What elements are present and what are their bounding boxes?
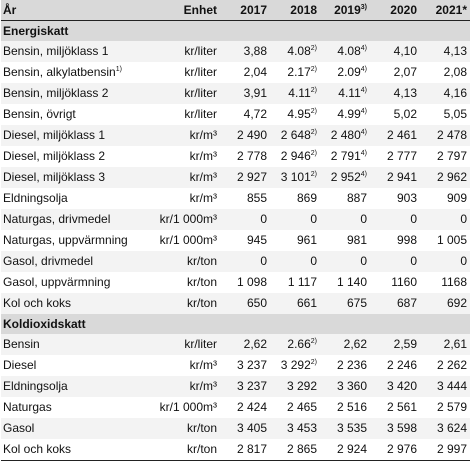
cell-value: 0 xyxy=(321,251,371,272)
row-unit: kr/1 000m³ xyxy=(159,233,217,247)
table-row xyxy=(1,397,470,418)
row-unit: kr/liter xyxy=(184,107,217,121)
cell-value: 3 453 xyxy=(271,418,321,439)
row-label: Naturgas xyxy=(3,400,52,414)
section-header xyxy=(1,21,470,42)
cell-value: 2 236 xyxy=(336,358,367,372)
cell-value: 2 262 xyxy=(436,358,467,372)
cell-value: 2 478 xyxy=(421,125,470,146)
cell-value: 3 624 xyxy=(421,418,470,439)
cell-value: 2 962 xyxy=(421,167,470,188)
row-label: Bensin, miljöklass 1 xyxy=(1,41,153,62)
cell-value: 692 xyxy=(421,293,470,314)
cell-value: 2,62 xyxy=(321,334,371,355)
cell-value: 0 xyxy=(221,209,271,230)
cell-value: 2,62 xyxy=(221,334,271,355)
table-row xyxy=(1,41,470,62)
section-header xyxy=(1,314,470,334)
cell-value: 3 444 xyxy=(421,376,470,397)
row-label: Bensin, övrigt xyxy=(3,107,76,121)
cell-value: 2,07 xyxy=(393,65,417,79)
table-row xyxy=(1,146,470,167)
cell-value: 0 xyxy=(371,209,421,230)
header-year-2019: 2019$^{3)}$ xyxy=(334,3,367,17)
row-unit: kr/m³ xyxy=(153,376,221,397)
cell-value: 2 817 xyxy=(221,439,271,461)
table-row xyxy=(1,83,470,104)
cell-value: 2.17$^{2)}$ xyxy=(287,65,317,79)
section-title: Energiskatt xyxy=(1,21,470,42)
cell-value: 2,59 xyxy=(371,334,421,355)
cell-value: 869 xyxy=(296,191,317,205)
row-label: Naturgas, uppvärmning xyxy=(3,233,128,247)
table-row xyxy=(1,293,470,314)
row-label: Diesel xyxy=(3,358,37,372)
table-row xyxy=(1,104,470,125)
table-row xyxy=(1,251,470,272)
cell-value: 2 791$^{4)}$ xyxy=(330,149,367,163)
cell-value: 2.66$^{2)}$ xyxy=(271,334,321,355)
section-title: Koldioxidskatt xyxy=(1,314,470,334)
cell-value: 4,16 xyxy=(421,83,470,104)
row-label: Eldningsolja xyxy=(3,191,68,205)
table-row xyxy=(1,209,470,230)
header-row xyxy=(1,0,470,21)
table-row xyxy=(1,62,470,83)
row-unit: kr/ton xyxy=(153,251,221,272)
cell-value: 0 xyxy=(371,251,421,272)
cell-value: 3 237 xyxy=(221,376,271,397)
row-unit: kr/m³ xyxy=(189,149,217,163)
cell-value: 2 648$^{2)}$ xyxy=(271,125,321,146)
cell-value: 855 xyxy=(246,191,267,205)
cell-value: 2 946$^{2)}$ xyxy=(280,149,317,163)
row-unit: kr/liter xyxy=(153,41,221,62)
table-body xyxy=(1,21,470,461)
row-label: Diesel, miljöklass 1 xyxy=(1,125,153,146)
cell-value: 687 xyxy=(371,293,421,314)
row-label: Kol och koks xyxy=(1,439,153,461)
cell-value: 5,02 xyxy=(393,107,417,121)
row-label: Kol och koks xyxy=(1,293,153,314)
cell-value: 3 292 xyxy=(271,376,321,397)
header-year-2017: 2017 xyxy=(240,3,267,17)
table-row xyxy=(1,230,470,251)
cell-value: 4.08$^{2)}$ xyxy=(271,41,321,62)
cell-value: 2 952$^{4)}$ xyxy=(321,167,371,188)
cell-value: 2.09$^{4)}$ xyxy=(337,65,367,79)
cell-value: 4,10 xyxy=(371,41,421,62)
cell-value: 3 535 xyxy=(321,418,371,439)
cell-value: 0 xyxy=(221,251,271,272)
cell-value: 4.11$^{2)}$ xyxy=(271,83,321,104)
row-unit: kr/m³ xyxy=(189,358,217,372)
cell-value: 945 xyxy=(246,233,267,247)
table-row xyxy=(1,272,470,293)
table-row xyxy=(1,418,470,439)
cell-value: 0 xyxy=(421,209,470,230)
header-year-2021: 2021* xyxy=(435,3,467,17)
cell-value: 1168 xyxy=(441,275,467,289)
cell-value: 3 292$^{2)}$ xyxy=(280,358,317,372)
cell-value: 2 976 xyxy=(371,439,421,461)
row-unit: kr/m³ xyxy=(153,125,221,146)
row-label: Diesel, miljöklass 3 xyxy=(1,167,153,188)
row-unit: kr/m³ xyxy=(153,167,221,188)
row-label: Bensin, miljöklass 2 xyxy=(1,83,153,104)
cell-value: 675 xyxy=(321,293,371,314)
cell-value: 650 xyxy=(221,293,271,314)
table-row xyxy=(1,355,470,376)
cell-value: 3 237 xyxy=(236,358,267,372)
cell-value: 2 490 xyxy=(221,125,271,146)
cell-value: 3,91 xyxy=(221,83,271,104)
cell-value: 0 xyxy=(271,209,321,230)
row-unit: kr/ton xyxy=(153,293,221,314)
cell-value: 2,61 xyxy=(421,334,470,355)
cell-value: 1 098 xyxy=(236,275,267,289)
cell-value: 2 941 xyxy=(371,167,421,188)
cell-value: 2 865 xyxy=(271,439,321,461)
table-row xyxy=(1,188,470,209)
cell-value: 4,72 xyxy=(243,107,267,121)
table-row xyxy=(1,167,470,188)
cell-value: 4.95$^{2)}$ xyxy=(287,107,317,121)
cell-value: 3 101$^{2)}$ xyxy=(271,167,321,188)
cell-value: 4,13 xyxy=(371,83,421,104)
cell-value: 909 xyxy=(446,191,467,205)
tax-rates-table xyxy=(1,0,470,461)
header-unit-label: Enhet xyxy=(183,3,217,17)
cell-value: 1 117 xyxy=(287,275,317,289)
row-label: Naturgas, drivmedel xyxy=(1,209,153,230)
row-unit: kr/liter xyxy=(153,334,221,355)
header-year-label: År xyxy=(3,3,17,17)
cell-value: 887 xyxy=(346,191,367,205)
cell-value: 2 480$^{4)}$ xyxy=(321,125,371,146)
table-row xyxy=(1,125,470,146)
cell-value: 661 xyxy=(271,293,321,314)
header-year-2018: 2018 xyxy=(290,3,317,17)
cell-value: 2 561 xyxy=(386,400,417,414)
cell-value: 1 005 xyxy=(436,233,467,247)
cell-value: 903 xyxy=(396,191,417,205)
row-unit: kr/ton xyxy=(153,439,221,461)
cell-value: 0 xyxy=(321,209,371,230)
cell-value: 2 777 xyxy=(386,149,417,163)
header-year-2020: 2020 xyxy=(390,3,417,17)
row-unit: kr/1 000m³ xyxy=(159,400,217,414)
cell-value: 4.11$^{4)}$ xyxy=(321,83,371,104)
row-unit: kr/ton xyxy=(153,418,221,439)
row-unit: kr/m³ xyxy=(189,191,217,205)
row-unit: kr/ton xyxy=(186,275,217,289)
cell-value: 2 579 xyxy=(436,400,467,414)
cell-value: 2 797 xyxy=(436,149,467,163)
cell-value: 4.08$^{4)}$ xyxy=(321,41,371,62)
table-row xyxy=(1,376,470,397)
cell-value: 2 465 xyxy=(286,400,317,414)
cell-value: 3 405 xyxy=(221,418,271,439)
row-label: Gasol xyxy=(1,418,153,439)
row-unit: kr/1 000m³ xyxy=(153,209,221,230)
cell-value: 5,05 xyxy=(443,107,467,121)
cell-value: 3 598 xyxy=(371,418,421,439)
table-row xyxy=(1,334,470,355)
cell-value: 4.99$^{4)}$ xyxy=(337,107,367,121)
cell-value: 3,88 xyxy=(221,41,271,62)
row-label: Gasol, uppvärmning xyxy=(3,275,111,289)
cell-value: 3 420 xyxy=(371,376,421,397)
cell-value: 2,04 xyxy=(243,65,267,79)
cell-value: 1 140 xyxy=(336,275,367,289)
cell-value: 961 xyxy=(296,233,317,247)
row-label: Eldningsolja xyxy=(1,376,153,397)
cell-value: 2,08 xyxy=(443,65,467,79)
cell-value: 2 246 xyxy=(386,358,417,372)
cell-value: 2 424 xyxy=(236,400,267,414)
cell-value: 2 997 xyxy=(421,439,470,461)
cell-value: 2 461 xyxy=(371,125,421,146)
row-label: Bensin, alkylatbensin$^{1)}$ xyxy=(3,65,122,79)
cell-value: 2 516 xyxy=(336,400,367,414)
cell-value: 1160 xyxy=(391,275,417,289)
cell-value: 0 xyxy=(421,251,470,272)
row-label: Diesel, miljöklass 2 xyxy=(3,149,106,163)
cell-value: 0 xyxy=(271,251,321,272)
cell-value: 3 360 xyxy=(321,376,371,397)
row-label: Bensin xyxy=(1,334,153,355)
cell-value: 981 xyxy=(346,233,367,247)
cell-value: 2 778 xyxy=(236,149,267,163)
cell-value: 2 924 xyxy=(321,439,371,461)
cell-value: 998 xyxy=(396,233,417,247)
row-label: Gasol, drivmedel xyxy=(1,251,153,272)
table-row xyxy=(1,439,470,461)
cell-value: 2 927 xyxy=(221,167,271,188)
row-unit: kr/liter xyxy=(153,83,221,104)
row-unit: kr/liter xyxy=(184,65,217,79)
cell-value: 4,13 xyxy=(421,41,470,62)
